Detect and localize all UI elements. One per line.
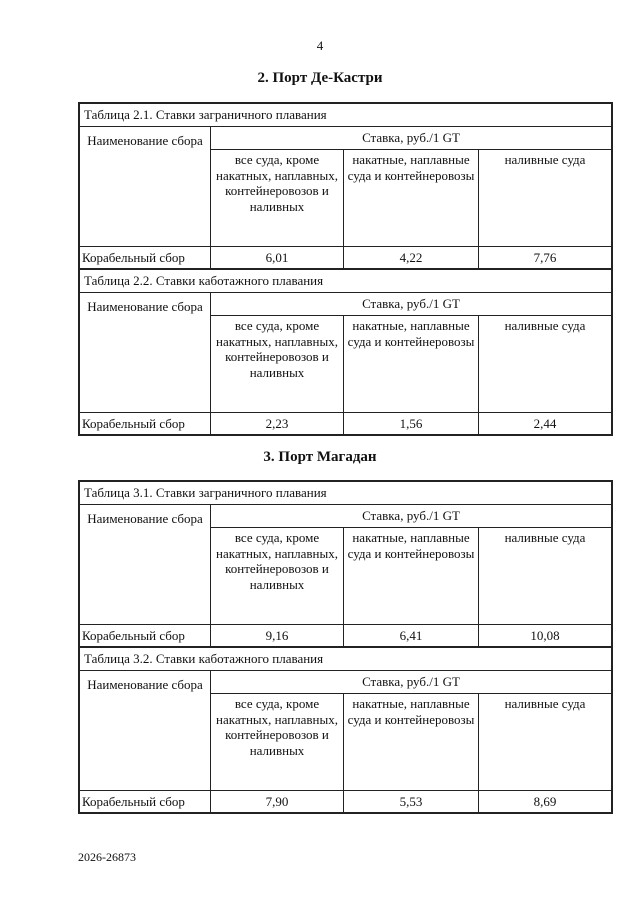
table-2-1 — [79, 103, 612, 269]
table-caption: Таблица 2.2. Ставки каботажного плавания — [80, 270, 612, 293]
table-row — [80, 413, 612, 435]
rate-value: 2,44 — [479, 413, 612, 435]
rate-value: 6,01 — [211, 247, 344, 269]
tables-magadan — [78, 480, 613, 814]
table-row — [80, 791, 612, 813]
rate-value: 4,22 — [344, 247, 479, 269]
rate-value: 8,69 — [479, 791, 612, 813]
tables-de-kastri — [78, 102, 613, 436]
column-header: накатные, наплавные суда и контейнеровозы — [344, 694, 479, 791]
rate-value: 6,41 — [344, 625, 479, 647]
column-header: наливные суда — [479, 150, 612, 247]
column-header: наливные суда — [479, 528, 612, 625]
column-header: все суда, кроме накатных, наплавных, контейнеровозов и наливных — [211, 150, 344, 247]
column-header: накатные, наплавные суда и контейнеровозы — [344, 316, 479, 413]
name-header: Наименование сбора — [80, 293, 211, 413]
section-title-de-kastri: 2. Порт Де-Кастри — [257, 70, 383, 86]
rate-value: 2,23 — [211, 413, 344, 435]
table-row — [80, 247, 612, 269]
row-label: Корабельный сбор — [80, 247, 211, 269]
rate-header: Ставка, руб./1 GT — [211, 671, 612, 694]
section-title-magadan: 3. Порт Магадан — [263, 449, 377, 465]
rate-value: 10,08 — [479, 625, 612, 647]
column-header: накатные, наплавные суда и контейнеровозы — [344, 528, 479, 625]
row-label: Корабельный сбор — [80, 413, 211, 435]
table-2-2 — [79, 269, 612, 435]
table-3-2 — [79, 647, 612, 813]
column-header: накатные, наплавные суда и контейнеровозы — [344, 150, 479, 247]
column-header: наливные суда — [479, 316, 612, 413]
name-header: Наименование сбора — [80, 671, 211, 791]
page-number: 4 — [316, 38, 324, 53]
column-header: все суда, кроме накатных, наплавных, контейнеровозов и наливных — [211, 528, 344, 625]
table-3-1 — [79, 481, 612, 647]
row-label: Корабельный сбор — [80, 791, 211, 813]
table-caption: Таблица 2.1. Ставки заграничного плавания — [80, 104, 612, 127]
rate-value: 1,56 — [344, 413, 479, 435]
column-header: все суда, кроме накатных, наплавных, контейнеровозов и наливных — [211, 316, 344, 413]
rate-value: 7,76 — [479, 247, 612, 269]
table-row — [80, 625, 612, 647]
rate-value: 5,53 — [344, 791, 479, 813]
table-caption: Таблица 3.1. Ставки заграничного плавания — [80, 482, 612, 505]
rate-header: Ставка, руб./1 GT — [211, 127, 612, 150]
row-label: Корабельный сбор — [80, 625, 211, 647]
name-header: Наименование сбора — [80, 127, 211, 247]
name-header: Наименование сбора — [80, 505, 211, 625]
document-code: 2026-26873 — [78, 850, 136, 864]
rate-header: Ставка, руб./1 GT — [211, 293, 612, 316]
column-header: наливные суда — [479, 694, 612, 791]
rate-value: 9,16 — [211, 625, 344, 647]
rate-header: Ставка, руб./1 GT — [211, 505, 612, 528]
rate-value: 7,90 — [211, 791, 344, 813]
table-caption: Таблица 3.2. Ставки каботажного плавания — [80, 648, 612, 671]
column-header: все суда, кроме накатных, наплавных, контейнеровозов и наливных — [211, 694, 344, 791]
